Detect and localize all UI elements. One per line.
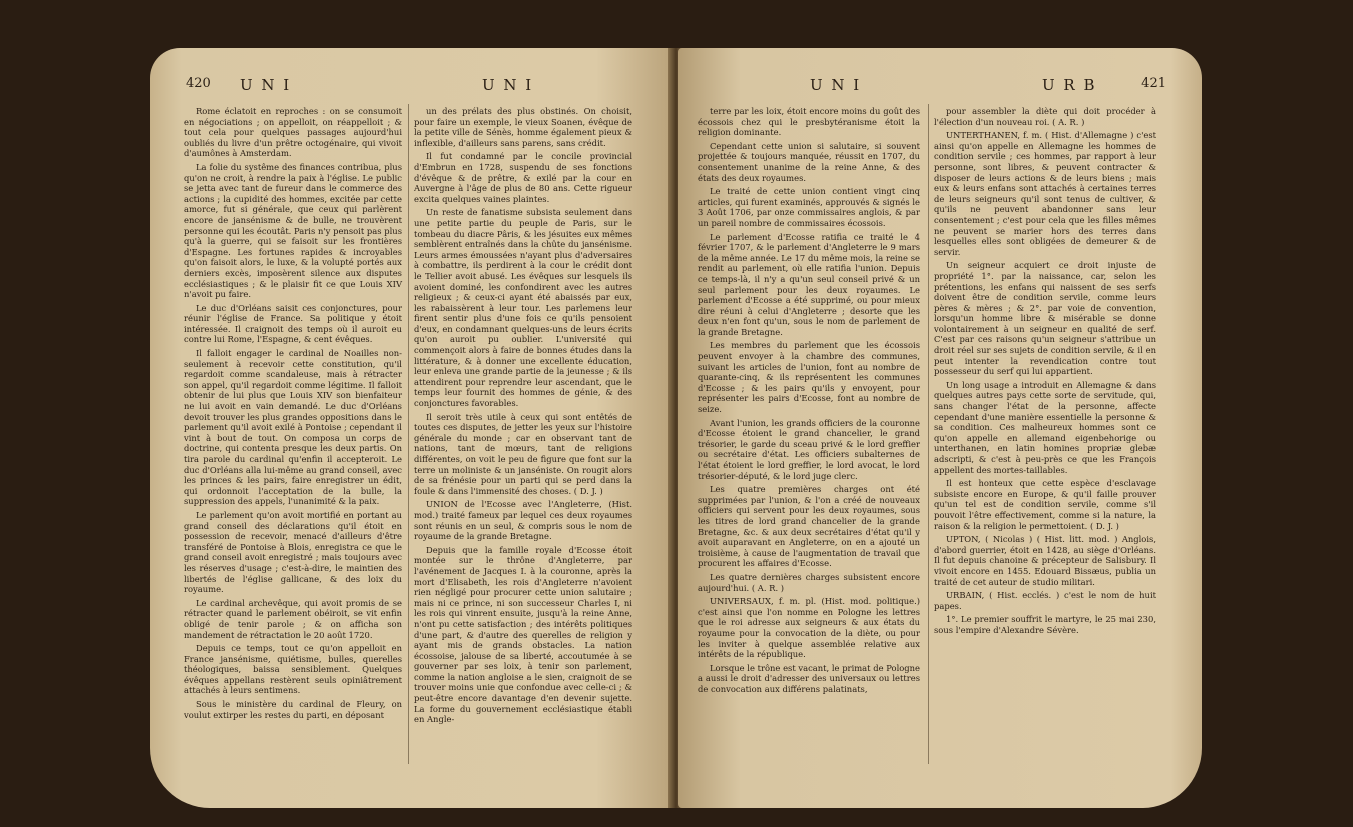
paragraph: UNIVERSAUX, f. m. pl. (Hist. mod. politique.) c'est ainsi que l'on nomme en Pologne les lettres que le roi adresse aux seigneurs & aux états du royaume pour la convocation de la diète, ou pour les inviter à quelque assemblée relative aux intérêts de la république. <box>698 596 920 660</box>
paragraph: UPTON, ( Nicolas ) ( Hist. litt. mod. ) Anglois, d'abord guerrier, étoit en 1428, au siège d'Orléans. Il fut depuis chanoine & précepteur de Salisbury. Il vivoit encore en 1455. Edouard Bissæus, publia un traité de cet auteur de studio militari. <box>934 534 1156 587</box>
left-page <box>150 48 674 808</box>
page-number: 420 <box>186 76 211 91</box>
left-page-header <box>186 76 638 98</box>
paragraph: Un reste de fanatisme subsista seulement dans une petite partie du peuple de Paris, sur le tombeau du diacre Pâris, & les jésuites eux mêmes semblèrent entraînés dans la chûte du jansénisme. Leurs armes émoussées n'ayant plus d'adversaires à combattre, ils perdirent à la cour le crédit dont le Tellier avoit abusé. Les évêques sur lesquels ils avoient dominé, les confondirent avec les autres religieux ; & ceux-ci ayant été abaissés par eux, les rabaissèrent à leur tour. Les parlemens leur firent sentir plus d'une fois ce qu'ils pensoient d'eux, en condamnant quelques-uns de leurs écrits qu'on auroit pu oublier. L'université qui commençoit alors à faire de bonnes études dans la littérature, & à donner une excellente éducation, leur enleva une grande partie de la jeunesse ; & ils attendirent pour reprendre leur ascendant, que le temps leur fournit des hommes de génie, & des conjonctures favorables. <box>414 207 632 409</box>
paragraph: Il falloit engager le cardinal de Noailles non-seulement à recevoir cette constitution, qu'il regardoit comme scandaleuse, mais à rétracter son appel, qu'il regardoit comme légitime. Il falloit obtenir de lui plus que Louis XIV son bienfaiteur ne lui avoit en vain demandé. Le duc d'Orléans devoit trouver les plus grandes oppositions dans le parlement qu'il avoit exilé à Pontoise ; cependant il vint à bout de tout. On composa un corps de doctrine, qui contenta presque les deux partis. On tira parole du cardinal qu'enfin il accepteroit. Le duc d'Orléans alla lui-même au grand conseil, avec les princes & les pairs, faire enregistrer un édit, qui ordonnoit l'acceptation de la bulle, la suppression des appels, l'unanimité & la paix. <box>184 348 402 507</box>
paragraph: Il est honteux que cette espèce d'esclavage subsiste encore en Europe, & qu'il faille prouver qu'un tel est de condition servile, comme s'il pouvoit l'être effectivement, comme si la nature, la raison & la religion le permettoient. ( D. J. ) <box>934 478 1156 531</box>
paragraph: Le cardinal archevêque, qui avoit promis de se rétracter quand le parlement obéiroit, se vit enfin obligé de tenir parole ; & on afficha son mandement de rétractation le 20 août 1720. <box>184 597 402 640</box>
paragraph: Le parlement d'Ecosse ratifia ce traité le 4 février 1707, & le parlement d'Angleterre le 9 mars de la même année. Le 17 du même mois, la reine se rendit au parlement, où elle ratifia l'union. Depuis ce temps-là, il n'y a qu'un seul conseil privé & un seul parlement pour les deux royaumes. Le parlement d'Ecosse a été supprimé, ou pour mieux dire réuni à celui d'Angleterre ; desorte que les deux n'en font qu'un, sous le nom de parlement de la grande Bretagne. <box>698 231 920 337</box>
paragraph: UNION de l'Ecosse avec l'Angleterre, (Hist. mod.) traité fameux par lequel ces deux royaumes sont réunis en un seul, & compris sous le nom de royaume de la grande Bretagne. <box>414 499 632 542</box>
paragraph: Cependant cette union si salutaire, si souvent projettée & toujours manquée, réussit en 1707, du consentement unanime de la reine Anne, & des états des deux royaumes. <box>698 140 920 183</box>
paragraph: un des prélats des plus obstinés. On choisit, pour faire un exemple, le vieux Soanen, évêque de la petite ville de Sénès, homme également pieux & inflexible, d'ailleurs sans parens, sans crédit. <box>414 106 632 148</box>
paragraph: UNTERTHANEN, f. m. ( Hist. d'Allemagne ) c'est ainsi qu'on appelle en Allemagne les hommes de condition servile ; ces hommes, par rapport à leur personne, sont libres, & peuvent contracter & disposer de leurs actions & de leurs biens ; mais eux & leurs enfans sont attachés à certaines terres de leurs seigneurs qu'il sont tenus de cultiver, & qu'ils ne peuvent abandonner sans leur consentement ; c'est pour cela que les filles mêmes ne peuvent se marier hors des terres dans lesquelles elles sont obligées de demeurer & de servir. <box>934 130 1156 257</box>
running-head: U N I <box>240 76 292 94</box>
paragraph: terre par les loix, étoit encore moins du goût des écossois chez qui le presbytéranisme étoit la religion dominante. <box>698 106 920 138</box>
paragraph: Les quatre premières charges ont été supprimées par l'union, & l'on a créé de nouveaux officiers qui servent pour les deux royaumes, sous les titres de lord grand chancelier de la grande Bretagne, &c. & aux deux secrétaires d'état qu'il y avoit auparavant en Angleterre, on en a ajouté un troisième, à cause de l'augmentation de travail que procurent les affaires d'Ecosse. <box>698 484 920 569</box>
paragraph: Un long usage a introduit en Allemagne & dans quelques autres pays cette sorte de servitude, qui, sans changer l'état de la personne, affecte cependant d'une manière essentielle la personne & sa condition. Ces malheureux hommes sont ce qu'on appelle en allemand eigenbehorige ou unterthanen, en latin homines propriæ glebæ adscripti, & c'est à peu-près ce que les François appellent des mortes-taillables. <box>934 379 1156 475</box>
column-rule <box>408 104 409 764</box>
right-page-header <box>714 76 1166 98</box>
left-column-1 <box>184 106 402 723</box>
paragraph: La folie du systême des finances contribua, plus qu'on ne croit, à rendre la paix à l'église. Le public se jetta avec tant de fureur dans le commerce des actions ; la cupidité des hommes, excitée par cette amorce, fut si générale, que ceux qui parlèrent encore de jansénisme & de bulle, ne trouvèrent personne qui les écoutât. Paris n'y pensoit pas plus qu'à la guerre, qui se faisoit sur les frontières d'Espagne. Les fortunes rapides & incroyables qu'on faisoit alors, le luxe, & la volupté portés aux derniers excès, imposèrent silence aux disputes ecclésiastiques ; & le plaisir fit ce que Louis XIV n'avoit pu faire. <box>184 161 402 300</box>
paragraph: pour assembler la diète qui doit procéder à l'élection d'un nouveau roi. ( A. R. ) <box>934 106 1156 127</box>
right-column-2 <box>934 106 1156 639</box>
paragraph: Rome éclatoit en reproches : on se consumoit en négociations ; on appelloit, on réappelloit ; & tout cela pour quelques passages aujourd'hui oubliés du livre d'un prêtre octogénaire, qui vivoit d'aumônes à Amsterdam. <box>184 106 402 159</box>
paragraph: Sous le ministère du cardinal de Fleury, on voulut extirper les restes du parti, en déposant <box>184 699 402 720</box>
paragraph: URBAIN, ( Hist. ecclés. ) c'est le nom de huit papes. <box>934 590 1156 611</box>
right-column-1 <box>698 106 920 697</box>
paragraph: Les membres du parlement que les écossois peuvent envoyer à la chambre des communes, suivant les articles de l'union, font au nombre de quarante-cinq, & ils représentent les communes d'Ecosse ; & les pairs qu'ils y envoyent, pour représenter les pairs d'Ecosse, font au nombre de seize. <box>698 340 920 415</box>
paragraph: Le parlement qu'on avoit mortifié en portant au grand conseil des déclarations qu'il étoit en possession de recevoir, menacé d'ailleurs d'être transféré de Pontoise à Blois, enregistra ce que le grand conseil avoit enregistré ; mais toujours avec les réserves d'usage ; c'est-à-dire, le maintien des libertés de l'église gallicane, & des loix du royaume. <box>184 509 402 595</box>
paragraph: Un seigneur acquiert ce droit injuste de propriété 1°. par la naissance, car, selon les prétentions, les enfans qui naissent de ses serfs doivent être de condition servile, comme leurs pères & mères ; & 2°. par voie de convention, lorsqu'un homme libre & misérable se donne volontairement à un seigneur en qualité de serf. C'est par ces raisons qu'un seigneur s'attribue un droit réel sur ses sujets de condition servile, & il en peut intenter la revendication contre tout possesseur du serf qui lui appartient. <box>934 260 1156 377</box>
paragraph: Le traité de cette union contient vingt cinq articles, qui furent examinés, approuvés & signés le 3 Août 1706, par onze commissaires anglois, & par un pareil nombre de commissaires écossois. <box>698 186 920 228</box>
paragraph: Depuis ce temps, tout ce qu'on appelloit en France jansénisme, quiétisme, bulles, querelles théologiques, baissa sensiblement. Quelques évêques appellans restèrent seuls opiniâtrement attachés à leurs sentimens. <box>184 643 402 696</box>
paragraph: Le duc d'Orléans saisit ces conjonctures, pour réunir l'église de France. Sa politique y étoit intéressée. Il craignoit des temps où il auroit eu contre lui Rome, l'Espagne, & cent évêques. <box>184 302 402 345</box>
paragraph: Les quatre dernières charges subsistent encore aujourd'hui. ( A. R. ) <box>698 571 920 593</box>
column-rule <box>928 104 929 764</box>
left-column-2 <box>414 106 632 728</box>
paragraph: Avant l'union, les grands officiers de la couronne d'Ecosse étoient le grand chancelier, le grand trésorier, le garde du sceau privé & le lord greffier ou secrétaire d'état. Les officiers subalternes de l'état étoient le lord greffier, le lord avocat, le lord trésorier-député, & le lord juge clerc. <box>698 417 920 481</box>
running-head-center: U N I <box>482 76 534 94</box>
paragraph: Il seroit très utile à ceux qui sont entêtés de toutes ces disputes, de jetter les yeux sur l'histoire générale du monde ; car en observant tant de nations, tant de mœurs, tant de religions différentes, on voit le peu de figure que font sur la terre un moliniste & un janséniste. On rougit alors de sa frénésie pour un parti qui se perd dans la foule & dans l'immensité des choses. ( D. J. ) <box>414 411 632 496</box>
paragraph: Lorsque le trône est vacant, le primat de Pologne a aussi le droit d'adresser des universaux ou lettres de convocation aux différens palatinats, <box>698 662 920 694</box>
running-head: U R B <box>1042 76 1097 94</box>
running-head-center: U N I <box>810 76 862 94</box>
page-number: 421 <box>1141 76 1166 91</box>
paragraph: Il fut condamné par le concile provincial d'Embrun en 1728, suspendu de ses fonctions d'évêque & de prêtre, & exilé par la cour en Auvergne à l'âge de plus de 80 ans. Cette rigueur excita quelques vaines plaintes. <box>414 151 632 204</box>
paragraph: Depuis que la famille royale d'Ecosse étoit montée sur le thrône d'Angleterre, par l'avénement de Jacques I. à la couronne, après la mort d'Elisabeth, les rois d'Angleterre n'avoient rien négligé pour procurer cette union salutaire ; mais ni ce prince, ni son successeur Charles I, ni les rois qui vinrent ensuite, jusqu'à la reine Anne, n'ont pu cette satisfaction ; des intérêts politiques d'une part, & d'autre des querelles de religion y ayant mis de grands obstacles. La nation écossoise, jalouse de sa liberté, accoutumée à se gouverner par ses loix, à tenir son parlement, comme la nation angloise a le sien, craignoit de se trouver moins unie que confondue avec celle-ci ; & peut-être encore davantage d'en devenir sujette. La forme du gouvernement ecclésiastique établi en Angle- <box>414 544 632 725</box>
open-book <box>150 48 1202 808</box>
paragraph: 1°. Le premier souffrit le martyre, le 25 mai 230, sous l'empire d'Alexandre Sévère. <box>934 614 1156 635</box>
right-page <box>678 48 1202 808</box>
